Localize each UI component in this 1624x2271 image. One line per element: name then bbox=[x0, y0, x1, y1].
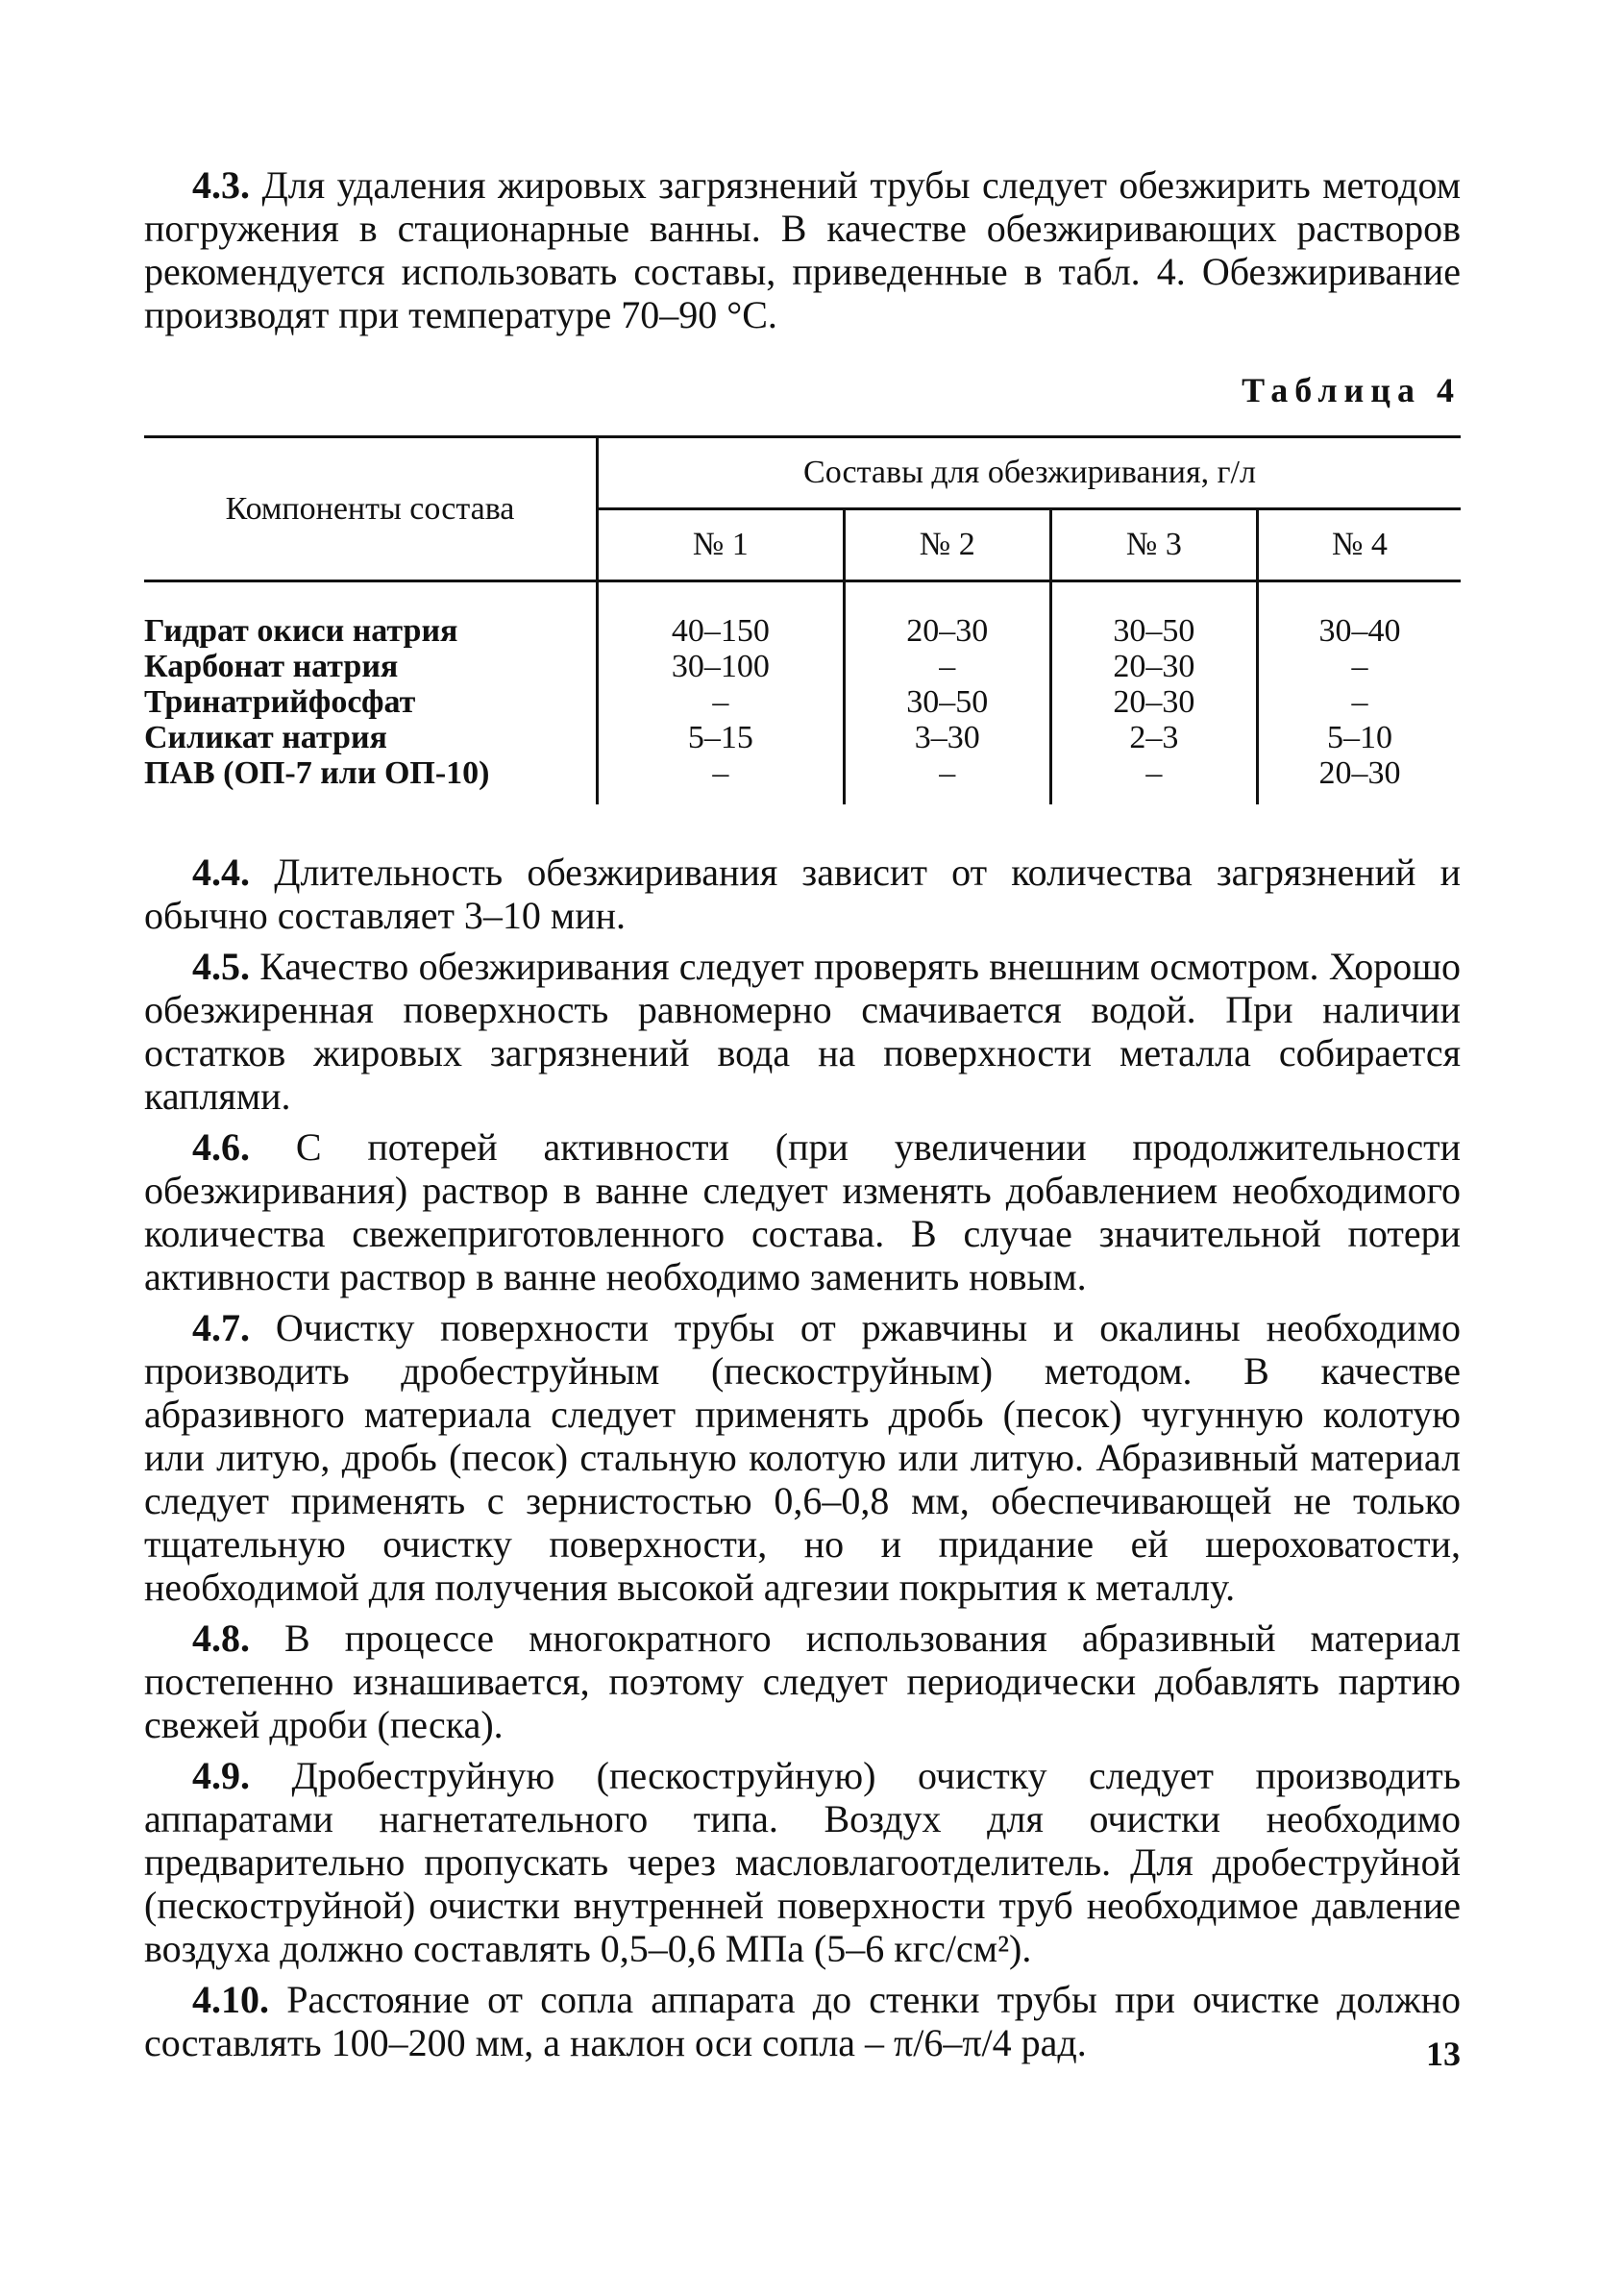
paragraph-text: В процессе многократного использования абразивный материал постепенно изнашивается, поэтому следует периодически добавлять партию свежей дроби (песка). bbox=[144, 1617, 1461, 1746]
paragraph-4-4 bbox=[144, 851, 1461, 937]
table-cell: – bbox=[844, 755, 1050, 804]
paragraph-number: 4.6. bbox=[192, 1125, 250, 1169]
table-cell: – bbox=[844, 649, 1050, 684]
table-row bbox=[144, 649, 1461, 684]
table-cell: 20–30 bbox=[1257, 755, 1461, 804]
header-components: Компоненты состава bbox=[144, 437, 598, 581]
paragraph-text: Длительность обезжиривания зависит от количества загрязнений и обычно составляет 3–10 мин. bbox=[144, 851, 1462, 937]
paragraph-text: Для удаления жировых загрязнений трубы следует обезжирить методом погружения в стационарные ванны. В качестве обезжиривающих растворов рекомендуется использовать составы, приведенные в табл. 4. Обезжиривание производят при температуре 70–90 °С. bbox=[144, 163, 1462, 336]
component-name: Силикат натрия bbox=[144, 720, 387, 755]
paragraph-4-5 bbox=[144, 945, 1461, 1118]
table-cell: – bbox=[1257, 684, 1461, 720]
paragraph-number: 4.3. bbox=[192, 163, 250, 207]
paragraph-4-6 bbox=[144, 1125, 1461, 1298]
paragraph-number: 4.5. bbox=[192, 945, 250, 988]
table-cell: – bbox=[1257, 649, 1461, 684]
paragraph-text: Качество обезжиривания следует проверять внешним осмотром. Хорошо обезжиренная поверхность равномерно смачивается водой. При наличии остатков жировых загрязнений вода на поверхности металла собирается каплями. bbox=[144, 945, 1461, 1118]
table-row bbox=[144, 720, 1461, 755]
paragraph-4-10 bbox=[144, 1978, 1461, 2064]
paragraph-4-3 bbox=[144, 163, 1461, 336]
paragraph-number: 4.10. bbox=[192, 1978, 269, 2021]
paragraph-text: С потерей активности (при увеличении продолжительности обезжиривания) раствор в ванне следует изменять добавлением необходимого количества свежеприготовленного состава. В случае значительной потери активности раствор в ванне необходимо заменить новым. bbox=[144, 1125, 1461, 1298]
header-no1: № 1 bbox=[598, 509, 845, 581]
table-row bbox=[144, 684, 1461, 720]
component-name: Тринатрийфосфат bbox=[144, 684, 416, 720]
table-row bbox=[144, 755, 1461, 804]
table-cell: 5–10 bbox=[1257, 720, 1461, 755]
component-name: Гидрат окиси натрия bbox=[144, 613, 458, 649]
paragraph-4-8 bbox=[144, 1617, 1461, 1746]
table-cell: 20–30 bbox=[1050, 649, 1257, 684]
table-caption: Таблица 4 bbox=[1242, 371, 1461, 409]
paragraph-4-9 bbox=[144, 1754, 1461, 1970]
table-cell: 5–15 bbox=[598, 720, 845, 755]
table-cell: 2–3 bbox=[1050, 720, 1257, 755]
table-cell: 30–100 bbox=[598, 649, 845, 684]
page-number: 13 bbox=[1426, 2035, 1461, 2073]
paragraph-number: 4.7. bbox=[192, 1306, 250, 1349]
component-name: ПАВ (ОП-7 или ОП-10) bbox=[144, 755, 490, 791]
header-no2: № 2 bbox=[844, 509, 1050, 581]
table-cell: 40–150 bbox=[598, 581, 845, 650]
header-compositions: Составы для обезжиривания, г/л bbox=[598, 437, 1462, 509]
degreasing-table bbox=[144, 435, 1461, 804]
paragraph-number: 4.9. bbox=[192, 1754, 250, 1797]
component-name: Карбонат натрия bbox=[144, 649, 399, 684]
table-cell: 20–30 bbox=[844, 581, 1050, 650]
paragraph-text: Очистку поверхности трубы от ржавчины и окалины необходимо производить дробеструйным (пескоструйным) методом. В качестве абразивного материала следует применять дробь (песок) чугунную колотую или литую, дробь (песок) стальную колотую или литую. Абразивный материал следует применять с зернистостью 0,6–0,8 мм, обеспечивающей не только тщательную очистку поверхности, но и придание ей шероховатости, необходимой для получения высокой адгезии покрытия к металлу. bbox=[144, 1306, 1462, 1609]
table-cell: – bbox=[598, 755, 845, 804]
paragraph-text: Дробеструйную (пескоструйную) очистку следует производить аппаратами нагнетательного типа. Воздух для очистки необходимо предварительно пропускать через масловлагоотделитель. Для дробеструйной (пескоструйной) очистки внутренней поверхности труб необходимое давление воздуха должно составлять 0,5–0,6 МПа (5–6 кгс/см²). bbox=[144, 1754, 1461, 1970]
table-cell: 30–50 bbox=[844, 684, 1050, 720]
table-cell: 30–50 bbox=[1050, 581, 1257, 650]
paragraph-number: 4.4. bbox=[192, 851, 250, 894]
paragraph-4-7 bbox=[144, 1306, 1461, 1609]
table-row bbox=[144, 581, 1461, 650]
document-page bbox=[144, 163, 1461, 2064]
table-cell: – bbox=[1050, 755, 1257, 804]
table-cell: 30–40 bbox=[1257, 581, 1461, 650]
header-no3: № 3 bbox=[1050, 509, 1257, 581]
table-cell: – bbox=[598, 684, 845, 720]
paragraph-number: 4.8. bbox=[192, 1617, 250, 1660]
table-cell: 3–30 bbox=[844, 720, 1050, 755]
paragraph-text: Расстояние от сопла аппарата до стенки трубы при очистке должно составлять 100–200 мм, а наклон оси сопла – π/6–π/4 рад. bbox=[144, 1978, 1461, 2064]
header-no4: № 4 bbox=[1257, 509, 1461, 581]
table-cell: 20–30 bbox=[1050, 684, 1257, 720]
